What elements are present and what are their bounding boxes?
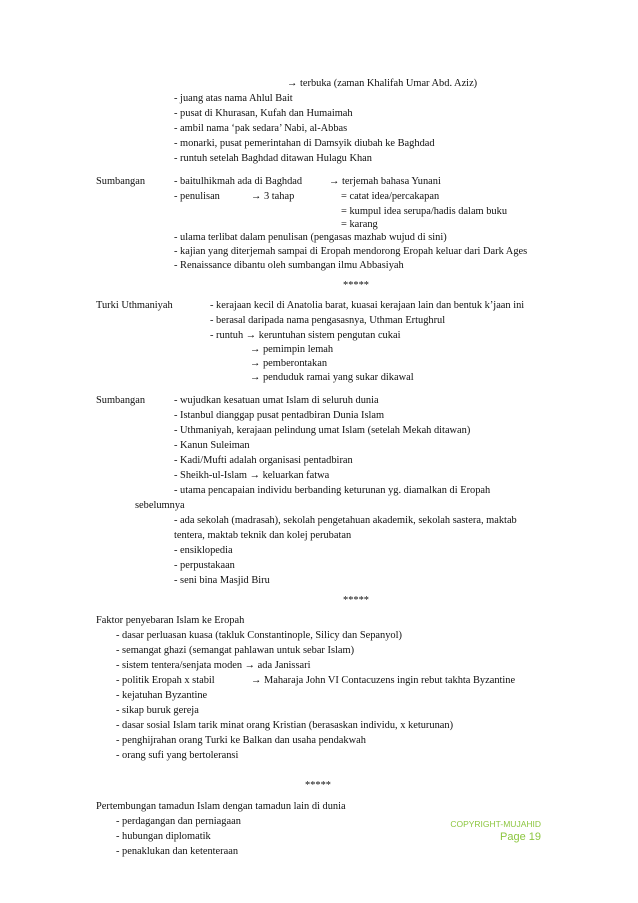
abbasiyah-terjemah: → terjemah bahasa Yunani xyxy=(329,176,441,187)
abbasiyah-line-nama: - ambil nama ‘pak sedara’ Nabi, al-Abbas xyxy=(174,123,348,134)
abbasiyah-tiga-tahap: → 3 tahap xyxy=(251,191,295,202)
faktor-item-1: - dasar perluasan kuasa (takluk Constantinople, Silicy dan Sepanyol) xyxy=(116,630,402,641)
abbasiyah-ulama: - ulama terlibat dalam penulisan (pengasas mazhab wujud di sini) xyxy=(174,232,447,243)
uthmaniyah-sumbangan-1: - wujudkan kesatuan umat Islam di seluruh dunia xyxy=(174,395,379,406)
separator-3: ***** xyxy=(305,780,331,791)
faktor-item-3: - sistem tentera/senjata moden → ada Janissari xyxy=(116,660,311,671)
uthmaniyah-line-kerajaan: - kerajaan kecil di Anatolia barat, kuasai kerajaan lain dan bentuk k’jaan ini xyxy=(210,300,525,311)
abbasiyah-penulisan: - penulisan xyxy=(174,191,220,202)
uthmaniyah-line-runtuh: - runtuh → keruntuhan sistem pengutan cukai xyxy=(210,330,401,341)
uthmaniyah-sumbangan-3: - Uthmaniyah, kerajaan pelindung umat Islam (setelah Mekah ditawan) xyxy=(174,425,471,436)
abbasiyah-line-runtuh: - runtuh setelah Baghdad ditawan Hulagu Khan xyxy=(174,153,372,164)
faktor-item-2: - semangat ghazi (semangat pahlawan untuk sebar Islam) xyxy=(116,645,355,656)
faktor-item-5: - kejatuhan Byzantine xyxy=(116,690,208,701)
uthmaniyah-line-berasal: - berasal daripada nama pengasasnya, Uthman Ertughrul xyxy=(210,315,446,326)
uthmaniyah-sumbangan-5: - Kadi/Mufti adalah organisasi pentadbiran xyxy=(174,455,353,466)
pertembungan-title: Pertembungan tamadun Islam dengan tamadun lain di dunia xyxy=(96,801,346,812)
uthmaniyah-sumbangan-8-cont: tentera, maktab teknik dan kolej perubatan xyxy=(174,530,352,541)
faktor-title: Faktor penyebaran Islam ke Eropah xyxy=(96,615,245,626)
abbasiyah-baitulhikmah: - baitulhikmah ada di Baghdad xyxy=(174,176,303,187)
abbasiyah-line-ahlul-bait: - juang atas nama Ahlul Bait xyxy=(174,93,293,104)
separator-1: ***** xyxy=(343,280,369,291)
abbasiyah-line-pusat: - pusat di Khurasan, Kufah dan Humaimah xyxy=(174,108,353,119)
abbasiyah-line-monarki: - monarki, pusat pemerintahan di Damsyik diubah ke Baghdad xyxy=(174,138,435,149)
faktor-item-7: - dasar sosial Islam tarik minat orang Kristian (berasaskan individu, x keturunan) xyxy=(116,720,454,731)
uthmaniyah-sumbangan-11: - seni bina Masjid Biru xyxy=(174,575,270,586)
uthmaniyah-line-pemberontakan: → pemberontakan xyxy=(250,358,328,369)
abbasiyah-tahap-karang: = karang xyxy=(341,219,378,230)
pertembungan-item-3: - penaklukan dan ketenteraan xyxy=(116,846,239,857)
abbasiyah-renaissance: - Renaissance dibantu oleh sumbangan ilmu Abbasiyah xyxy=(174,260,404,271)
uthmaniyah-sumbangan-6: - Sheikh-ul-Islam → keluarkan fatwa xyxy=(174,470,330,481)
uthmaniyah-sumbangan-9: - ensiklopedia xyxy=(174,545,233,556)
uthmaniyah-sumbangan-10: - perpustakaan xyxy=(174,560,235,571)
uthmaniyah-sumbangan-8: - ada sekolah (madrasah), sekolah pengetahuan akademik, sekolah sastera, maktab xyxy=(174,515,517,526)
pertembungan-item-1: - perdagangan dan perniagaan xyxy=(116,816,241,827)
uthmaniyah-line-pemimpin: → pemimpin lemah xyxy=(250,344,334,355)
footer-page-number: Page 19 xyxy=(500,831,541,843)
faktor-item-4: - politik Eropah x stabil xyxy=(116,675,215,686)
abbasiyah-line-terbuka: → terbuka (zaman Khalifah Umar Abd. Aziz) xyxy=(287,78,478,89)
abbasiyah-tahap-kumpul: = kumpul idea serupa/hadis dalam buku xyxy=(341,206,508,217)
faktor-item-9: - orang sufi yang bertoleransi xyxy=(116,750,239,761)
faktor-item-4-detail: → Maharaja John VI Contacuzens ingin rebut takhta Byzantine xyxy=(251,675,516,686)
uthmaniyah-label: Turki Uthmaniyah xyxy=(96,300,173,311)
pertembungan-item-2: - hubungan diplomatik xyxy=(116,831,211,842)
uthmaniyah-sumbangan-label: Sumbangan xyxy=(96,395,146,406)
abbasiyah-sumbangan-label: Sumbangan xyxy=(96,176,146,187)
uthmaniyah-sumbangan-7: - utama pencapaian individu berbanding keturunan yg. diamalkan di Eropah xyxy=(174,485,491,496)
footer-copyright: COPYRIGHT-MUJAHID xyxy=(450,819,541,829)
separator-2: ***** xyxy=(343,595,369,606)
faktor-item-6: - sikap buruk gereja xyxy=(116,705,199,716)
uthmaniyah-sumbangan-2: - Istanbul dianggap pusat pentadbiran Dunia Islam xyxy=(174,410,385,421)
uthmaniyah-sumbangan-7-cont: sebelumnya xyxy=(135,500,185,511)
uthmaniyah-line-penduduk: → penduduk ramai yang sukar dikawal xyxy=(250,372,414,383)
abbasiyah-tahap-catat: = catat idea/percakapan xyxy=(341,191,440,202)
faktor-item-8: - penghijrahan orang Turki ke Balkan dan usaha pendakwah xyxy=(116,735,366,746)
abbasiyah-kajian: - kajian yang diterjemah sampai di Eropah mendorong Eropah keluar dari Dark Ages xyxy=(174,246,528,257)
uthmaniyah-sumbangan-4: - Kanun Suleiman xyxy=(174,440,250,451)
